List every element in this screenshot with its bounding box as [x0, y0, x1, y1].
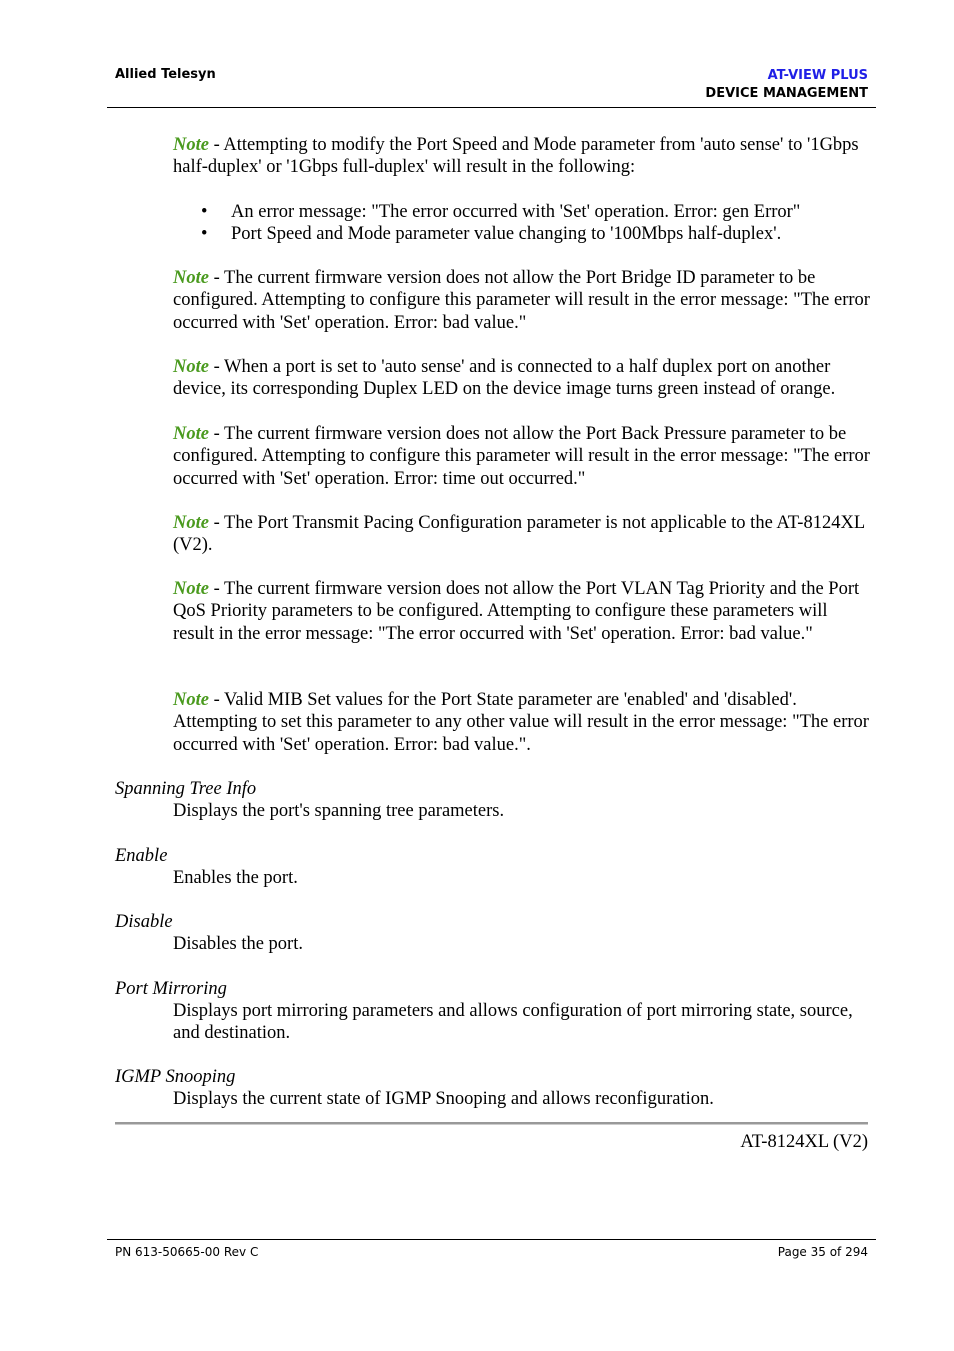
definition-term: Spanning Tree Info	[115, 779, 257, 799]
header-divider	[107, 107, 876, 108]
bullet-list	[173, 201, 873, 246]
definition-description: Disables the port.	[173, 934, 303, 954]
note-label: Note	[173, 357, 209, 377]
model-label: AT-8124XL (V2)	[740, 1132, 868, 1152]
note-paragraph	[173, 578, 873, 645]
note-label: Note	[173, 579, 209, 599]
bullet-text: Port Speed and Mode parameter value changing to '100Mbps half-duplex'.	[231, 224, 782, 245]
note-label: Note	[173, 135, 209, 155]
note-text: - The current firmware version does not allow the Port VLAN Tag Priority and the Port QoS Priority parameters to be configured. Attempting to configure these parameters will result in the error message: "The error occurred with 'Set' operation. Error: bad value."	[173, 579, 860, 644]
company-name: Allied Telesyn	[115, 67, 216, 82]
note-text: - Attempting to modify the Port Speed and Mode parameter from 'auto sense' to '1Gbps half-duplex' or '1Gbps full-duplex' will result in the following:	[173, 135, 859, 178]
definition-description: Displays the port's spanning tree parameters.	[173, 801, 505, 821]
note-paragraph	[173, 356, 873, 401]
definition-term: IGMP Snooping	[115, 1067, 236, 1087]
section-divider	[115, 1122, 868, 1125]
note-paragraph	[173, 267, 873, 334]
part-number: PN 613-50665-00 Rev C	[115, 1245, 259, 1259]
definition-description: Displays the current state of IGMP Snooping and allows reconfiguration.	[173, 1089, 714, 1109]
note-paragraph	[173, 134, 873, 179]
section-title: DEVICE MANAGEMENT	[705, 86, 868, 101]
list-item	[173, 223, 873, 245]
product-title: AT-VIEW PLUS	[767, 68, 868, 83]
definition-term: Port Mirroring	[115, 979, 227, 999]
definition-description: Displays port mirroring parameters and allows configuration of port mirroring state, source, and destination.	[173, 1001, 853, 1044]
note-label: Note	[173, 268, 209, 288]
note-text: - The Port Transmit Pacing Configuration parameter is not applicable to the AT-8124XL (V2).	[173, 513, 865, 556]
note-text: - The current firmware version does not allow the Port Back Pressure parameter to be configured. Attempting to configure this parameter will result in the error message: "The error occurred with 'Set' operation. Error: time out occurred."	[173, 424, 870, 489]
definition-term: Enable	[115, 846, 168, 866]
note-paragraph	[173, 689, 873, 756]
definition-description: Enables the port.	[173, 868, 298, 888]
note-text: - Valid MIB Set values for the Port State parameter are 'enabled' and 'disabled'. Attempting to set this parameter to any other value will result in the error message: "The error occurred with 'Set' operation. Error: bad value.".	[173, 690, 869, 755]
note-text: - When a port is set to 'auto sense' and is connected to a half duplex port on another device, its corresponding Duplex LED on the device image turns green instead of orange.	[173, 357, 836, 400]
page-number: Page 35 of 294	[777, 1245, 868, 1259]
definition-term: Disable	[115, 912, 173, 932]
bullet-text: An error message: "The error occurred with 'Set' operation. Error: gen Error"	[231, 202, 801, 222]
header-titles	[705, 67, 868, 103]
list-item	[173, 201, 873, 223]
note-label: Note	[173, 424, 209, 444]
footer-divider	[107, 1239, 876, 1240]
bullet-icon: •	[201, 224, 208, 245]
note-label: Note	[173, 690, 209, 710]
note-label: Note	[173, 513, 209, 533]
note-paragraph	[173, 512, 873, 557]
bullet-icon: •	[201, 202, 208, 222]
note-text: - The current firmware version does not allow the Port Bridge ID parameter to be configured. Attempting to configure this parameter will result in the error message: "The error occurred with 'Set' operation. Error: bad value."	[173, 268, 870, 333]
note-paragraph	[173, 423, 873, 490]
